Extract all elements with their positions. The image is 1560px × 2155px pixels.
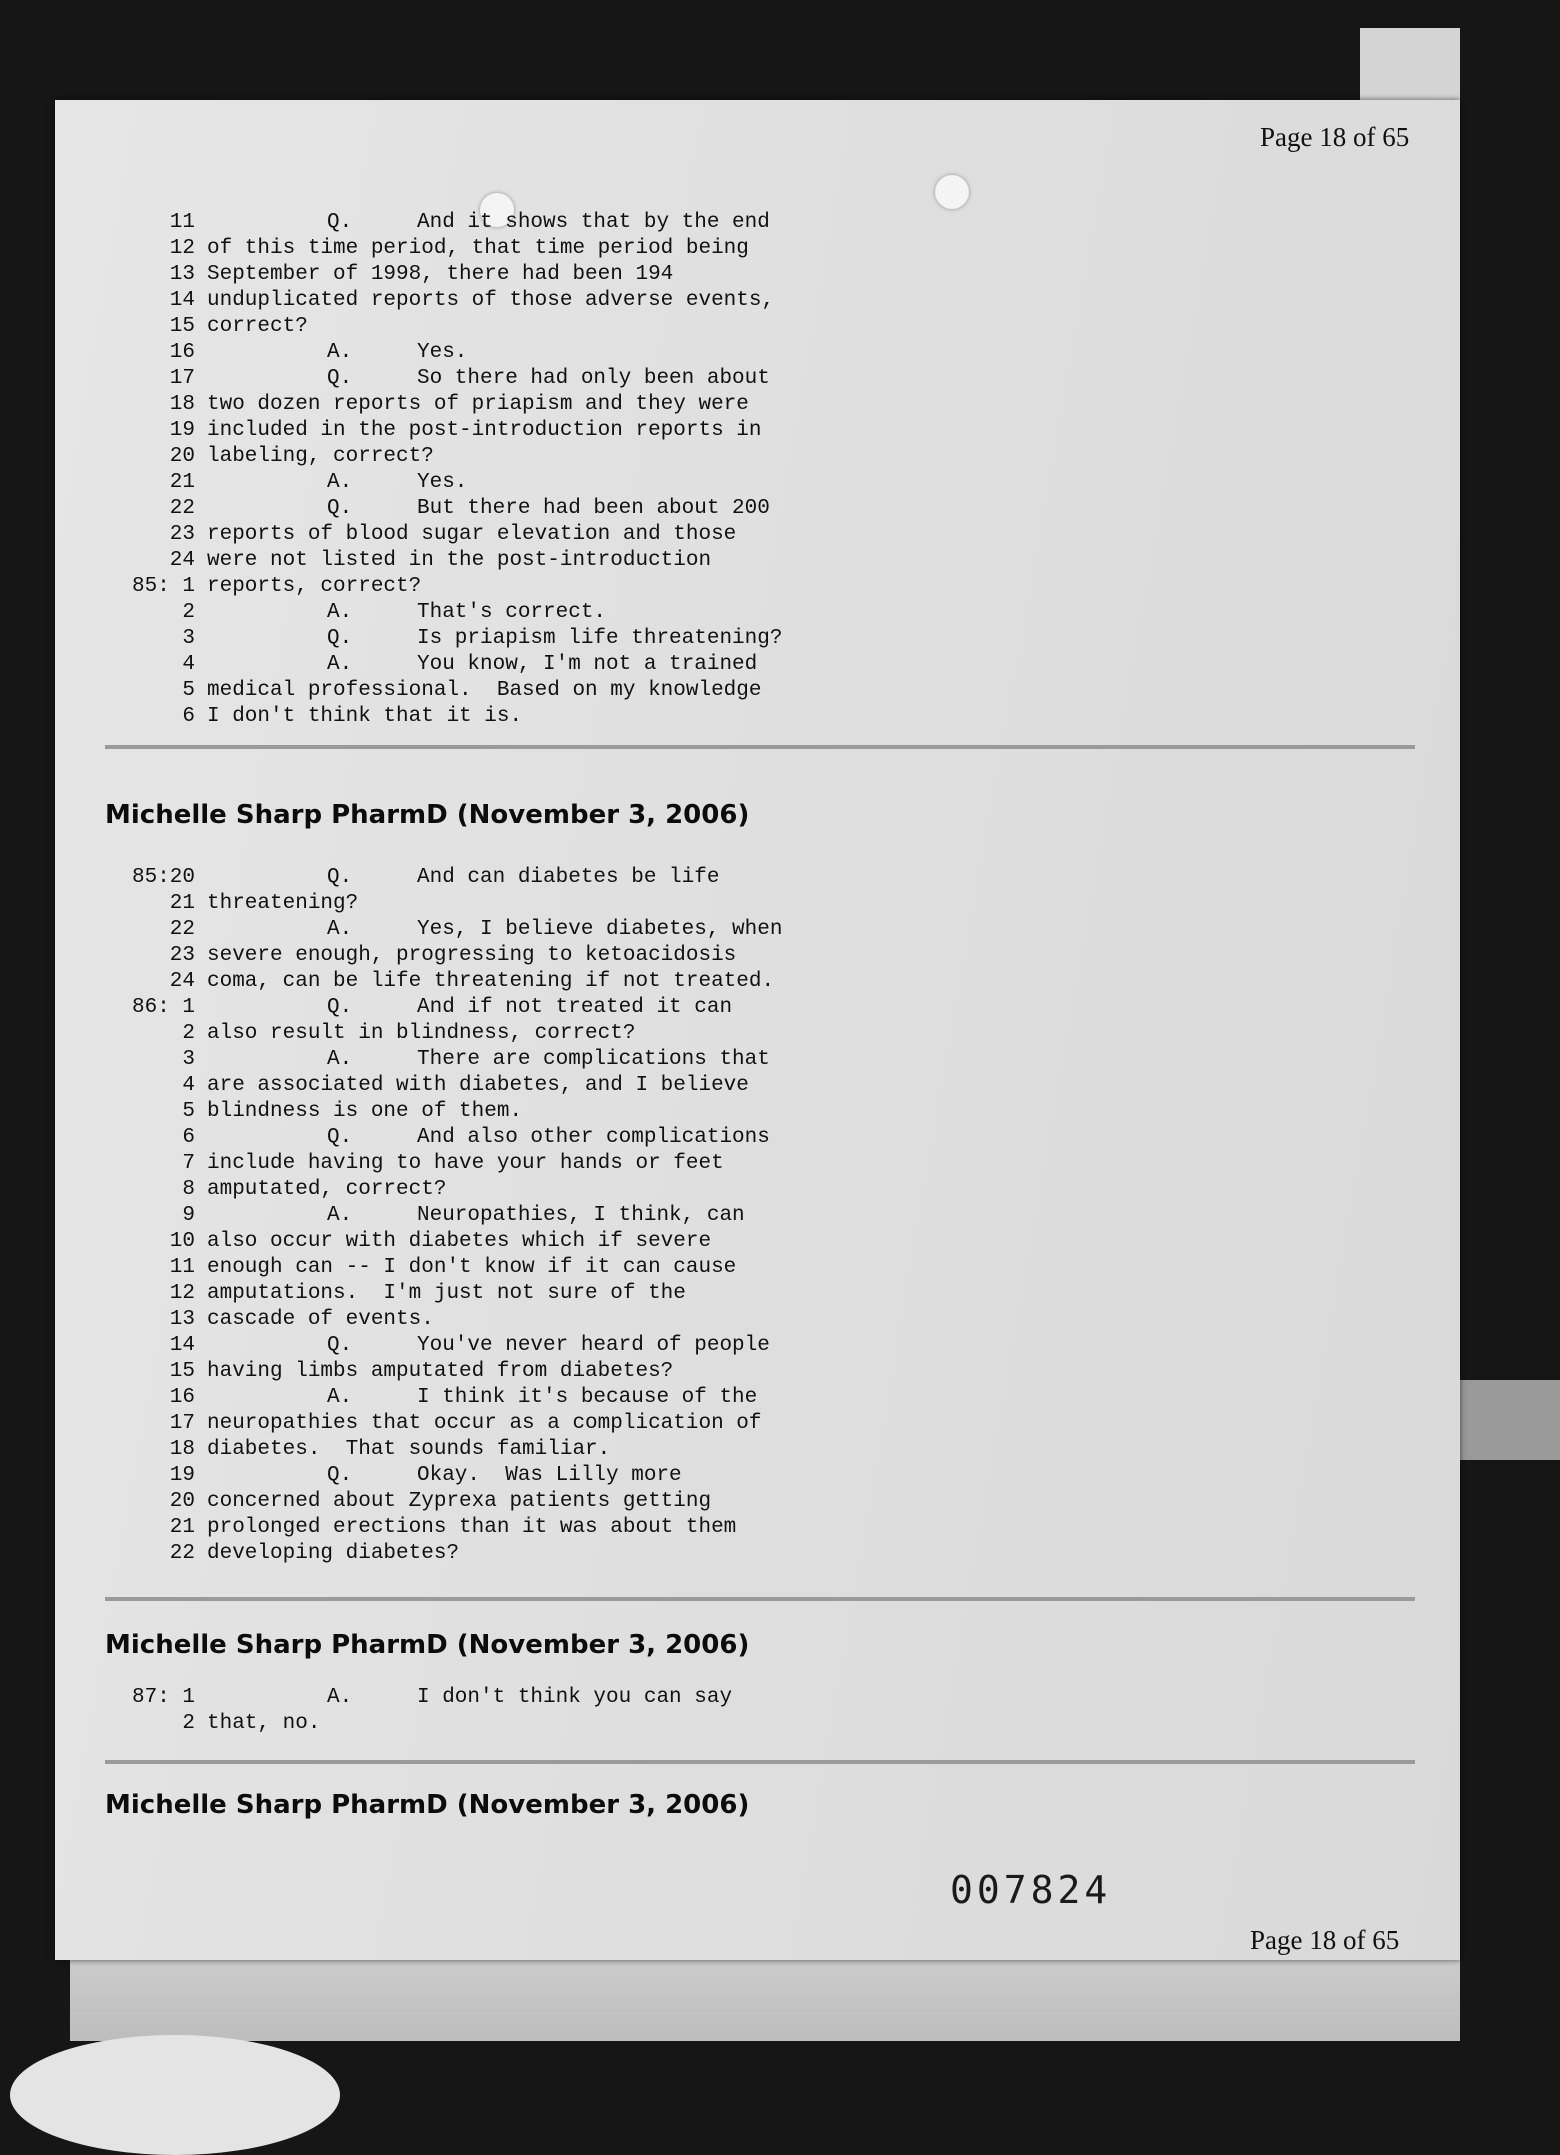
transcript-line [105, 262, 955, 288]
line-number: 20 [169, 1490, 195, 1513]
line-number: 9 [182, 1204, 195, 1227]
line-text: blindness is one of them. [207, 1100, 523, 1123]
line-number: 14 [169, 1334, 195, 1357]
transcript-line [105, 1685, 955, 1711]
line-number: 22 [169, 497, 195, 520]
transcript-line [105, 1359, 955, 1385]
speaker-marker: A. [327, 1686, 353, 1709]
transcript-line [105, 1229, 955, 1255]
line-number: 11 [169, 1256, 195, 1279]
transcript-line [105, 1333, 955, 1359]
line-text: labeling, correct? [207, 445, 434, 468]
transcript-line [105, 1385, 955, 1411]
transcript-line [105, 1281, 955, 1307]
section-divider [105, 1760, 1415, 1764]
line-text: prolonged erections than it was about them [207, 1516, 737, 1539]
line-text: reports of blood sugar elevation and those [207, 523, 737, 546]
transcript-line [105, 678, 955, 704]
transcript-excerpt-top [105, 210, 955, 730]
line-text: You've never heard of people [417, 1334, 770, 1357]
speaker-marker: Q. [327, 367, 353, 390]
line-text: severe enough, progressing to ketoacidosis [207, 944, 737, 967]
line-text: That's correct. [417, 601, 607, 624]
line-number: 15 [169, 315, 195, 338]
line-number: 13 [169, 1308, 195, 1331]
transcript-line [105, 1177, 955, 1203]
line-number: 16 [169, 1386, 195, 1409]
transcript-line [105, 444, 955, 470]
transcript-line [105, 288, 955, 314]
transcript-line [105, 470, 955, 496]
line-number: 22 [169, 1542, 195, 1565]
line-text: I don't think you can say [417, 1686, 733, 1709]
speaker-marker: A. [327, 341, 353, 364]
speaker-marker: Q. [327, 996, 353, 1019]
transcript-line [105, 652, 955, 678]
line-number: 24 [169, 549, 195, 572]
line-number: 5 [182, 679, 195, 702]
line-text: correct? [207, 315, 308, 338]
line-number: 86: 1 [131, 996, 195, 1019]
line-text: included in the post-introduction reports in [207, 419, 762, 442]
line-text: were not listed in the post-introduction [207, 549, 712, 572]
line-text: enough can -- I don't know if it can cause [207, 1256, 737, 1279]
transcript-line [105, 392, 955, 418]
transcript-line [105, 1463, 955, 1489]
transcript-line [105, 1021, 955, 1047]
line-text: Neuropathies, I think, can [417, 1204, 745, 1227]
line-text: And also other complications [417, 1126, 770, 1149]
line-number: 19 [169, 1464, 195, 1487]
transcript-line [105, 574, 955, 600]
line-text: diabetes. That sounds familiar. [207, 1438, 611, 1461]
section-heading: Michelle Sharp PharmD (November 3, 2006) [105, 800, 750, 830]
section-heading: Michelle Sharp PharmD (November 3, 2006) [105, 1630, 750, 1660]
line-text: Yes, I believe diabetes, when [417, 918, 783, 941]
line-text: You know, I'm not a trained [417, 653, 758, 676]
line-number: 14 [169, 289, 195, 312]
transcript-line [105, 1125, 955, 1151]
bates-number: 007824 [950, 1868, 1112, 1912]
line-number: 4 [182, 653, 195, 676]
line-text: cascade of events. [207, 1308, 434, 1331]
line-text: two dozen reports of priapism and they were [207, 393, 749, 416]
transcript-line [105, 236, 955, 262]
line-text: reports, correct? [207, 575, 422, 598]
speaker-marker: A. [327, 601, 353, 624]
line-number: 4 [182, 1074, 195, 1097]
transcript-line [105, 1073, 955, 1099]
transcript-line [105, 600, 955, 626]
transcript-line [105, 1437, 955, 1463]
line-text: threatening? [207, 892, 359, 915]
line-text: also occur with diabetes which if severe [207, 1230, 712, 1253]
transcript-line [105, 891, 955, 917]
transcript-line [105, 1411, 955, 1437]
transcript-line [105, 1489, 955, 1515]
transcript-line [105, 1255, 955, 1281]
line-number: 17 [169, 367, 195, 390]
transcript-line [105, 1203, 955, 1229]
transcript-line [105, 969, 955, 995]
transcript-line [105, 1099, 955, 1125]
line-number: 2 [182, 1022, 195, 1045]
line-text: And it shows that by the end [417, 211, 770, 234]
speaker-marker: Q. [327, 866, 353, 889]
transcript-line [105, 1541, 955, 1567]
line-number: 23 [169, 944, 195, 967]
line-text: medical professional. Based on my knowledge [207, 679, 762, 702]
line-number: 6 [182, 705, 195, 728]
transcript-line [105, 210, 955, 236]
line-number: 2 [182, 1712, 195, 1735]
transcript-line [105, 626, 955, 652]
line-number: 12 [169, 1282, 195, 1305]
line-text: Is priapism life threatening? [417, 627, 783, 650]
speaker-marker: Q. [327, 1334, 353, 1357]
speaker-marker: A. [327, 1386, 353, 1409]
speaker-marker: Q. [327, 1464, 353, 1487]
line-number: 2 [182, 601, 195, 624]
line-text: But there had been about 200 [417, 497, 770, 520]
transcript-line [105, 1151, 955, 1177]
speaker-marker: Q. [327, 627, 353, 650]
line-text: So there had only been about [417, 367, 770, 390]
line-number: 10 [169, 1230, 195, 1253]
line-text: amputated, correct? [207, 1178, 447, 1201]
background-strip [1455, 1380, 1560, 1460]
line-number: 85: 1 [131, 575, 195, 598]
line-number: 24 [169, 970, 195, 993]
line-number: 22 [169, 918, 195, 941]
line-text: Yes. [417, 471, 468, 494]
line-text: September of 1998, there had been 194 [207, 263, 674, 286]
line-text: I don't think that it is. [207, 705, 523, 728]
transcript-line [105, 418, 955, 444]
line-number: 12 [169, 237, 195, 260]
line-text: Yes. [417, 341, 468, 364]
transcript-line [105, 865, 955, 891]
line-number: 21 [169, 892, 195, 915]
transcript-line [105, 548, 955, 574]
line-number: 11 [169, 211, 195, 234]
line-text: coma, can be life threatening if not treated. [207, 970, 775, 993]
speaker-marker: Q. [327, 1126, 353, 1149]
speaker-marker: Q. [327, 497, 353, 520]
section-divider [105, 1597, 1415, 1601]
page-number-header: Page 18 of 65 [1260, 122, 1410, 152]
line-number: 21 [169, 471, 195, 494]
line-text: include having to have your hands or feet [207, 1152, 724, 1175]
line-text: amputations. I'm just not sure of the [207, 1282, 686, 1305]
line-number: 19 [169, 419, 195, 442]
transcript-line [105, 995, 955, 1021]
line-text: unduplicated reports of those adverse events, [207, 289, 775, 312]
transcript-line [105, 340, 955, 366]
transcript-line [105, 522, 955, 548]
line-number: 85:20 [131, 866, 195, 889]
line-text: concerned about Zyprexa patients getting [207, 1490, 712, 1513]
section-divider [105, 745, 1415, 749]
line-number: 5 [182, 1100, 195, 1123]
transcript-line [105, 314, 955, 340]
section-heading: Michelle Sharp PharmD (November 3, 2006) [105, 1790, 750, 1820]
line-text: that, no. [207, 1712, 321, 1735]
transcript-line [105, 704, 955, 730]
line-number: 18 [169, 393, 195, 416]
transcript-line [105, 1047, 955, 1073]
line-text: There are complications that [417, 1048, 770, 1071]
speaker-marker: A. [327, 1048, 353, 1071]
document-page [55, 100, 1460, 1960]
transcript-excerpt [105, 1685, 955, 1737]
line-number: 13 [169, 263, 195, 286]
transcript-line [105, 496, 955, 522]
transcript-excerpt [105, 865, 955, 1567]
line-number: 6 [182, 1126, 195, 1149]
line-text: also result in blindness, correct? [207, 1022, 636, 1045]
speaker-marker: A. [327, 918, 353, 941]
background-tab [1360, 28, 1460, 108]
line-text: are associated with diabetes, and I believe [207, 1074, 749, 1097]
line-text: Okay. Was Lilly more [417, 1464, 682, 1487]
transcript-line [105, 943, 955, 969]
speaker-marker: Q. [327, 211, 353, 234]
line-number: 87: 1 [131, 1686, 195, 1709]
line-number: 7 [182, 1152, 195, 1175]
line-text: And can diabetes be life [417, 866, 720, 889]
transcript-line [105, 1515, 955, 1541]
line-number: 8 [182, 1178, 195, 1201]
page-number-footer: Page 18 of 65 [1250, 1925, 1400, 1955]
line-number: 23 [169, 523, 195, 546]
line-text: developing diabetes? [207, 1542, 460, 1565]
background-object [10, 2035, 340, 2155]
transcript-line [105, 366, 955, 392]
speaker-marker: A. [327, 1204, 353, 1227]
line-number: 21 [169, 1516, 195, 1539]
line-number: 3 [182, 1048, 195, 1071]
line-text: of this time period, that time period being [207, 237, 749, 260]
line-number: 3 [182, 627, 195, 650]
line-number: 17 [169, 1412, 195, 1435]
line-text: I think it's because of the [417, 1386, 758, 1409]
speaker-marker: A. [327, 471, 353, 494]
line-number: 15 [169, 1360, 195, 1383]
line-number: 20 [169, 445, 195, 468]
line-text: having limbs amputated from diabetes? [207, 1360, 674, 1383]
line-text: And if not treated it can [417, 996, 733, 1019]
transcript-line [105, 1711, 955, 1737]
transcript-line [105, 1307, 955, 1333]
line-text: neuropathies that occur as a complication of [207, 1412, 762, 1435]
transcript-line [105, 917, 955, 943]
line-number: 18 [169, 1438, 195, 1461]
line-number: 16 [169, 341, 195, 364]
speaker-marker: A. [327, 653, 353, 676]
punch-hole [935, 175, 969, 209]
